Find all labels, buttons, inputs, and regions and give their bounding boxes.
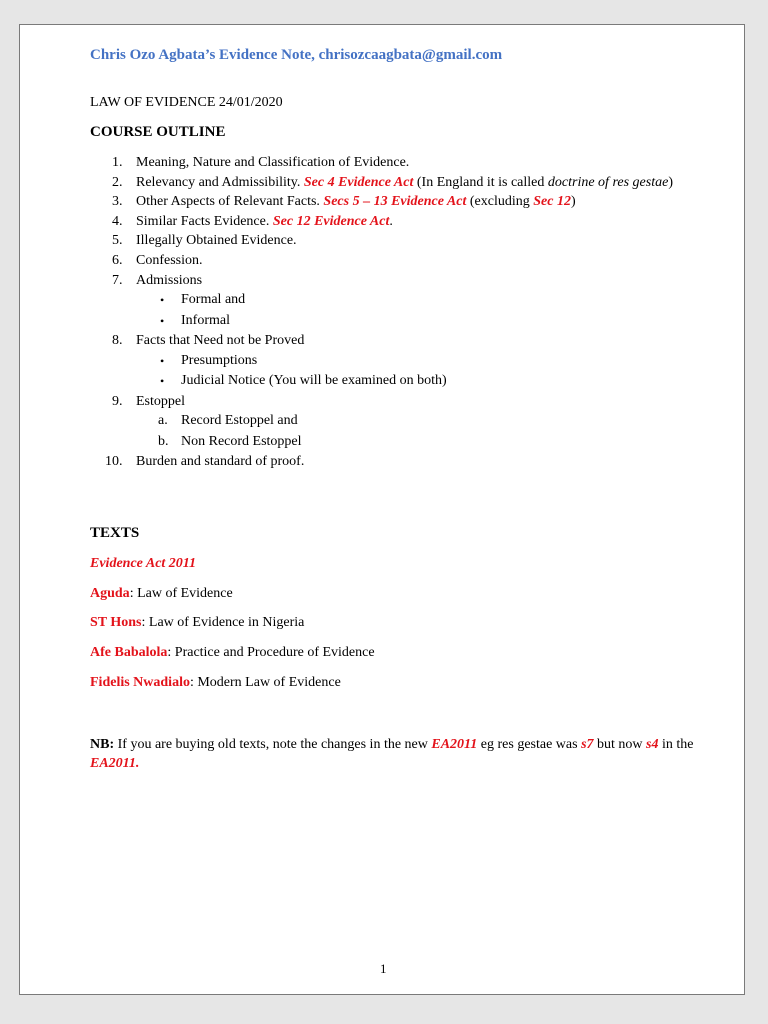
- document-page: [19, 24, 745, 995]
- text-author: Aguda: [90, 586, 130, 601]
- statute-reference: Sec 12: [533, 194, 571, 210]
- item-text: Facts that Need not be Proved: [136, 333, 305, 349]
- item-number: 4.: [112, 213, 123, 229]
- outline-item-6: [90, 251, 690, 271]
- nb-reference: s4: [646, 737, 659, 752]
- item-number: 5.: [112, 233, 123, 249]
- text-entry: [90, 645, 375, 661]
- nb-label: NB:: [90, 737, 115, 752]
- text-title: : Modern Law of Evidence: [189, 675, 341, 690]
- text-entry: [90, 615, 304, 631]
- text-entry: [90, 586, 233, 602]
- nb-text: but now: [593, 737, 647, 752]
- outline-item-9: [90, 392, 690, 412]
- subitem-letter: a.: [158, 413, 168, 429]
- text-author: ST Hons: [90, 615, 142, 630]
- bullet-icon: •: [160, 353, 165, 368]
- outline-item-1: [90, 153, 690, 173]
- item-text: Other Aspects of Relevant Facts.: [136, 194, 324, 210]
- bullet-icon: •: [160, 313, 165, 328]
- outline-item-4: [90, 212, 690, 232]
- statute-reference: Sec 12 Evidence Act: [272, 213, 390, 229]
- nb-reference: EA2011.: [90, 755, 140, 771]
- nb-reference: s7: [581, 737, 594, 752]
- bullet-icon: •: [160, 293, 165, 308]
- item-number: 7.: [112, 272, 123, 288]
- item-number: 1.: [112, 155, 123, 170]
- item-text: Meaning, Nature and Classification of Evidence.: [136, 155, 410, 170]
- outline-item-7: [90, 271, 690, 291]
- outline-item-5: [90, 231, 690, 251]
- item-text: Admissions: [136, 272, 203, 288]
- subitem-text: Judicial Notice (You will be examined on both): [181, 373, 447, 389]
- text-author: Afe Babalola: [90, 645, 168, 660]
- subitem-text: Non Record Estoppel: [181, 433, 302, 449]
- outline-item-10: [90, 452, 690, 472]
- item-text: Confession.: [136, 252, 203, 268]
- item-text: Estoppel: [136, 393, 185, 409]
- item-number: 6.: [112, 252, 123, 268]
- nb-text: If you are buying old texts, note the changes in the new: [114, 737, 432, 752]
- text-title: : Law of Evidence in Nigeria: [141, 615, 305, 630]
- course-outline-heading: COURSE OUTLINE: [90, 124, 226, 140]
- item-number: 8.: [112, 333, 123, 349]
- item-text: Similar Facts Evidence.: [136, 213, 273, 229]
- nb-text: in the: [658, 737, 694, 752]
- outline-subitem: [90, 411, 690, 432]
- course-outline-list: [90, 153, 690, 472]
- item-text: Illegally Obtained Evidence.: [136, 233, 297, 249]
- statute-reference: Secs 5 – 13 Evidence Act: [323, 194, 467, 210]
- item-number: 9.: [112, 393, 123, 409]
- outline-subitem: [90, 371, 690, 392]
- item-text: (In England it is called: [413, 174, 548, 190]
- item-number: 3.: [112, 194, 123, 210]
- nb-text: eg res gestae was: [477, 737, 582, 752]
- outline-item-2: [90, 173, 690, 193]
- outline-subitem: [90, 311, 690, 332]
- note-header-title: Chris Ozo Agbata’s Evidence Note,: [90, 47, 315, 63]
- item-number: 10.: [105, 454, 123, 470]
- course-title-line: LAW OF EVIDENCE 24/01/2020: [90, 95, 283, 110]
- text-title: : Law of Evidence: [129, 586, 233, 601]
- subitem-text: Presumptions: [181, 352, 258, 368]
- outline-subitem: [90, 432, 690, 453]
- evidence-act-title: Evidence Act 2011: [90, 556, 197, 571]
- outline-item-3: [90, 192, 690, 212]
- outline-item-8: [90, 331, 690, 351]
- item-number: 2.: [112, 174, 123, 190]
- item-text: (excluding: [466, 194, 534, 210]
- subitem-text: Record Estoppel and: [181, 413, 298, 429]
- note-header: [90, 47, 502, 64]
- note-header-email: chrisozcaagbata@gmail.com: [318, 47, 503, 63]
- texts-heading: TEXTS: [90, 525, 140, 541]
- item-text: Burden and standard of proof.: [136, 454, 305, 470]
- subitem-text: Formal and: [181, 292, 246, 308]
- nb-reference: EA2011: [431, 737, 478, 752]
- text-title: : Practice and Procedure of Evidence: [167, 645, 375, 660]
- page-number: 1: [380, 961, 387, 976]
- text-author: Fidelis Nwadialo: [90, 675, 190, 690]
- item-text: Relevancy and Admissibility.: [136, 174, 304, 190]
- text-entry: [90, 675, 341, 691]
- subitem-text: Informal: [181, 312, 230, 328]
- item-italic-term: doctrine of res gestae: [547, 174, 669, 190]
- item-text: ): [668, 174, 673, 190]
- subitem-letter: b.: [158, 433, 169, 449]
- bullet-icon: •: [160, 374, 165, 389]
- item-text: ): [570, 194, 576, 210]
- outline-subitem: [90, 351, 690, 372]
- outline-subitem: [90, 290, 690, 311]
- statute-reference: Sec 4 Evidence Act: [303, 174, 414, 190]
- nb-note: [90, 736, 700, 773]
- item-text: .: [389, 213, 393, 229]
